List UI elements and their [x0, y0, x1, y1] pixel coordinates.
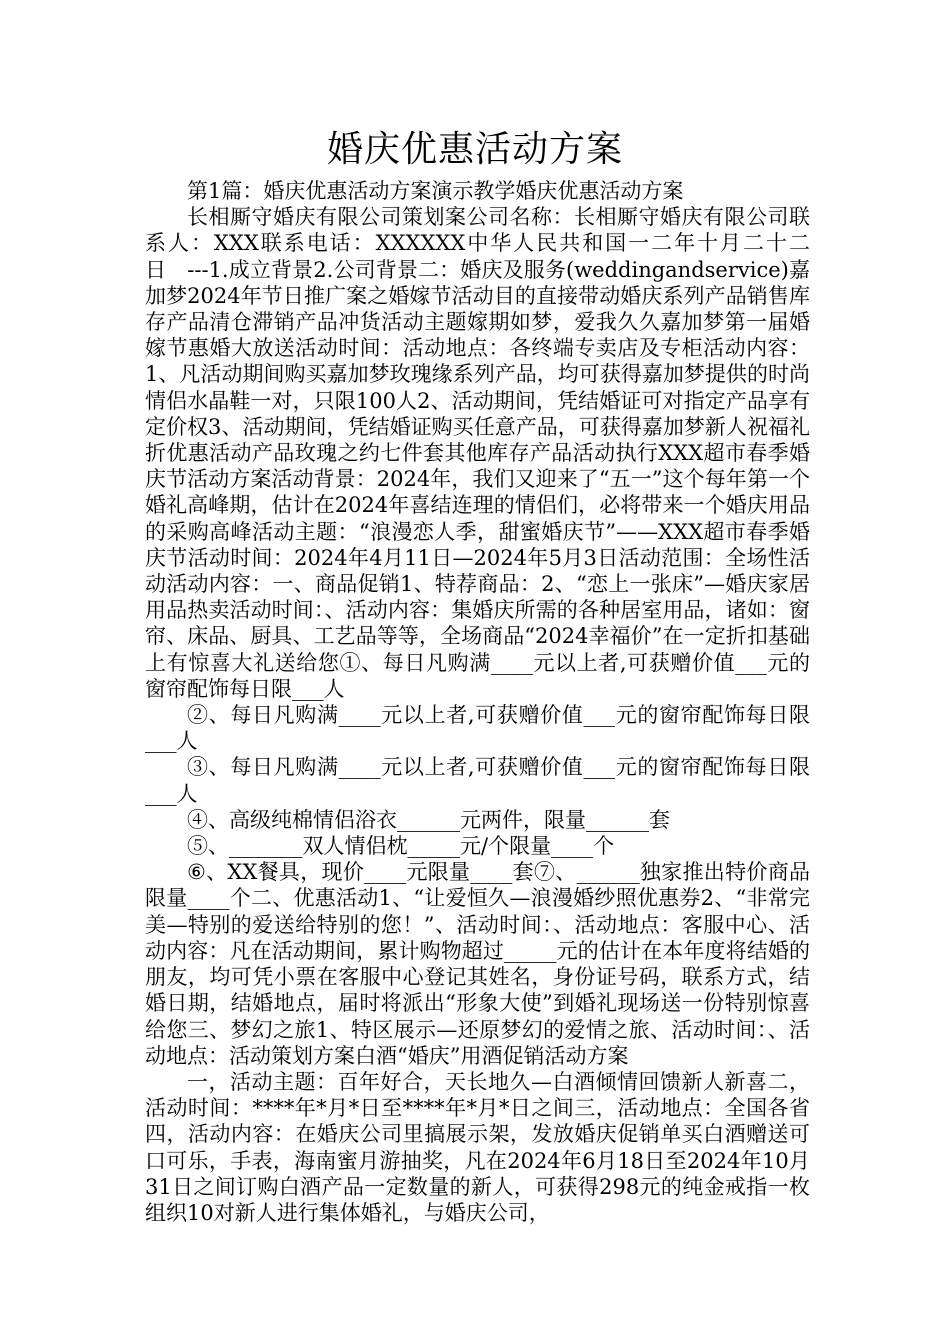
- section-heading: 第1篇：婚庆优惠活动方案演示教学婚庆优惠活动方案: [187, 179, 684, 203]
- paragraph: ⑥、XX餐具，现价____元限量____套⑦、______独家推出特价商品限量____个二、优惠活动1、“让爱恒久—浪漫婚纱照优惠券2、“非常完美—特别的爱送给特别的您！”、活动时间：、活动地点：客服中心、活动内容：凡在活动期间，累计购物超过_____元的估计在本年度将结婚的朋友，均可凭小票在客服中心登记其姓名，身份证号码，联系方式，结婚日期，结婚地点，届时将派出“形象大使”到婚礼现场送一份特别惊喜给您三、梦幻之旅1、特区展示—还原梦幻的爱情之旅、活动时间：、活动地点：活动策划方案白酒“婚庆”用酒促销活动方案: [145, 860, 810, 1068]
- paragraph: ⑤、_______双人情侣枕_____元/个限量____个: [187, 834, 615, 859]
- paragraph: ②、每日凡购满____元以上者,可获赠价值___元的窗帘配饰每日限___人: [145, 703, 810, 754]
- paragraph: 一，活动主题：百年好合，天长地久—白酒倾情回馈新人新喜二，活动时间：****年*月*日至****年*月*日之间三，活动地点：全国各省四，活动内容：在婚庆公司里搞展示架，发放婚庆促销单买白酒赠送可口可乐，手表，海南蜜月游抽奖，凡在2024年6月18日至2024年10月31日之间订购白酒产品一定数量的新人，可获得298元的纯金戒指一枚组织10对新人进行集体婚礼，与婚庆公司，: [145, 1069, 810, 1225]
- paragraph: ③、每日凡购满____元以上者,可获赠价值___元的窗帘配饰每日限___人: [145, 755, 810, 806]
- document-body: [145, 178, 810, 1226]
- paragraph: ④、高级纯棉情侣浴衣______元两件，限量______套: [187, 807, 670, 832]
- paragraph: 长相厮守婚庆有限公司策划案公司名称：长相厮守婚庆有限公司联系人：XXX联系电话：XXXXXX中华人民共和国一二年十月二十二日 ---1.成立背景2.公司背景二：婚庆及服务(weddingandservice)嘉加梦2024年节日推广案之婚嫁节活动目的直接带动婚庆系列产品销售库存产品清仓滞销产品冲货活动主题嫁期如梦，爱我久久嘉加梦第一届婚嫁节惠婚大放送活动时间：活动地点：各终端专卖店及专柜活动内容：1、凡活动期间购买嘉加梦玫瑰缘系列产品，均可获得嘉加梦提供的时尚情侣水晶鞋一对，只限100人2、活动期间，凭结婚证可对指定产品享有定价权3、活动期间，凭结婚证购买任意产品，可获得嘉加梦新人祝福礼折优惠活动产品玫瑰之约七件套其他库存产品活动执行XXX超市春季婚庆节活动方案活动背景：2024年，我们又迎来了“五一”这个每年第一个婚礼高峰期，估计在2024年喜结连理的情侣们，必将带来一个婚庆用品的采购高峰活动主题：“浪漫恋人季，甜蜜婚庆节”——XXX超市春季婚庆节活动时间：2024年4月11日—2024年5月3日活动范围：全场性活动活动内容：一、商品促销1、特荐商品：2、“恋上一张床”—婚庆家居用品热卖活动时间：、活动内容：集婚庆所需的各种居室用品，诸如：窗帘、床品、厨具、工艺品等等，全场商品“2024幸福价”在一定折扣基础上有惊喜大礼送给您①、每日凡购满____元以上者,可获赠价值___元的窗帘配饰每日限___人: [145, 205, 810, 701]
- page-title: 婚庆优惠活动方案: [326, 129, 623, 170]
